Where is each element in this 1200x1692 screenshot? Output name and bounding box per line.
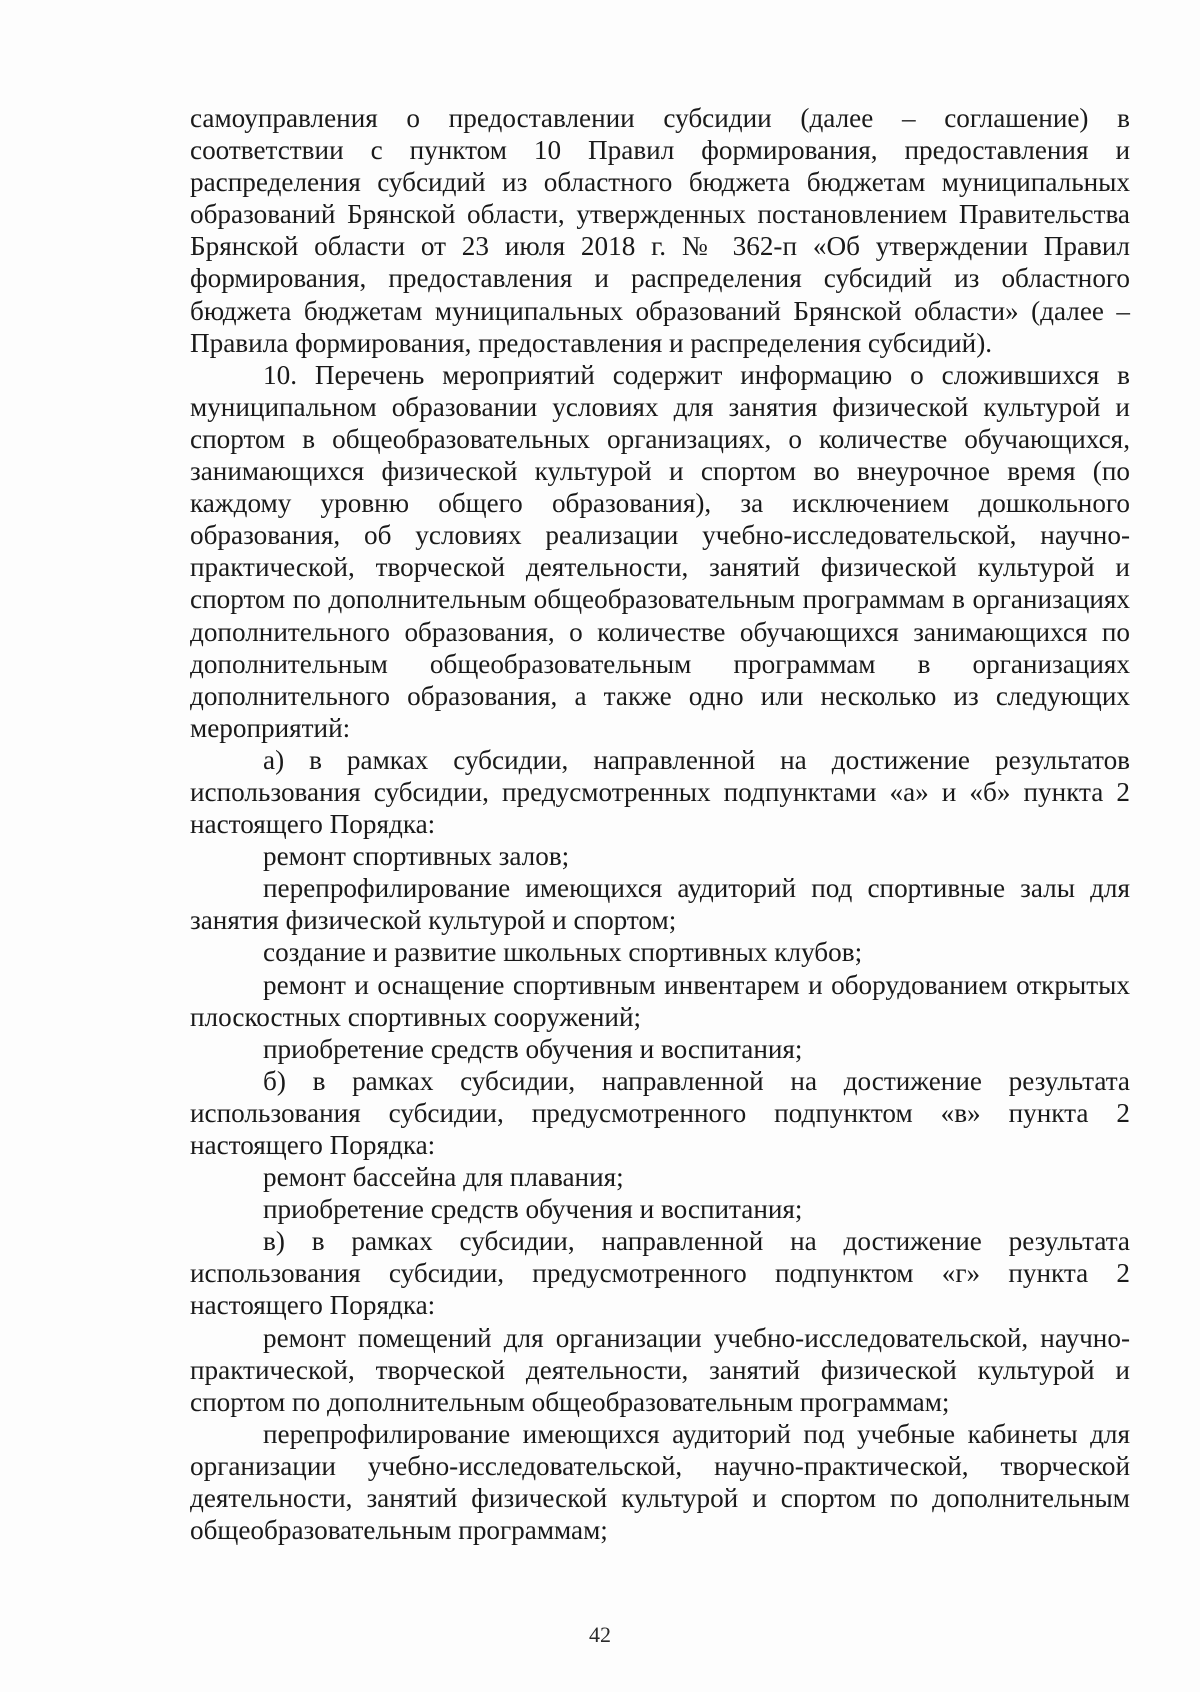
list-item: ремонт спортивных залов; (263, 841, 570, 872)
document-body (190, 102, 1130, 1546)
list-item: перепрофилирование имеющихся аудиторий под учебные кабинеты для организации учебно-исследовательской, научно-практической, творческой деятельности, занятий физической культурой и спортом по дополнительным общеобразовательным программам; (190, 1418, 1130, 1546)
paragraph-subitem-v: в) в рамках субсидии, направленной на достижение результата использования субсидии, предусмотренного подпунктом «г» пункта 2 настоящего Порядка: (190, 1226, 1130, 1321)
paragraph-item-10: 10. Перечень мероприятий содержит информацию о сложившихся в муниципальном образовании условиях для занятия физической культурой и спортом в общеобразовательных организациях, о количестве обучающихся, занимающихся физической культурой и спортом во внеурочное время (по каждому уровню общего образования), за исключением дошкольного образования, об условиях реализации учебно-исследовательской, научно-практической, творческой деятельности, занятий физической культурой и спортом по дополнительным общеобразовательным программам в организациях дополнительного образования, о количестве обучающихся занимающихся по дополнительным общеобразовательным программам в организациях дополнительного образования, а также одно или несколько из следующих мероприятий: (190, 359, 1130, 743)
list-item: ремонт бассейна для плавания; (263, 1162, 624, 1193)
list-item: ремонт помещений для организации учебно-исследовательской, научно-практической, творческой деятельности, занятий физической культурой и спортом по дополнительным общеобразовательным программам; (190, 1322, 1130, 1417)
list-item: приобретение средств обучения и воспитания; (263, 1194, 803, 1225)
list-item: приобретение средств обучения и воспитания; (263, 1033, 803, 1064)
list-item: создание и развитие школьных спортивных клубов; (263, 937, 863, 968)
paragraph-continuation: самоуправления о предоставлении субсидии (далее – соглашение) в соответствии с пунктом 10 Правил формирования, предоставления и распределения субсидий из областного бюджета бюджетам муниципальных образований Брянской области, утвержденных постановлением Правительства Брянской области от 23 июля 2018 г. № 362-п «Об утверждении Правил формирования, предоставления и распределения субсидий из областного бюджета бюджетам муниципальных образований Брянской области» (далее – Правила формирования, предоставления и распределения субсидий). (190, 103, 1130, 358)
list-item: ремонт и оснащение спортивным инвентарем и оборудованием открытых плоскостных спортивных сооружений; (190, 969, 1130, 1032)
page-number: 42 (589, 1622, 611, 1647)
paragraph-subitem-a: а) в рамках субсидии, направленной на достижение результатов использования субсидии, предусмотренных подпунктами «а» и «б» пункта 2 настоящего Порядка: (190, 744, 1130, 840)
list-item: перепрофилирование имеющихся аудиторий под спортивные залы для занятия физической культурой и спортом; (190, 873, 1130, 936)
paragraph-subitem-b: б) в рамках субсидии, направленной на достижение результата использования субсидии, предусмотренного подпунктом «в» пункта 2 настоящего Порядка: (190, 1065, 1130, 1160)
